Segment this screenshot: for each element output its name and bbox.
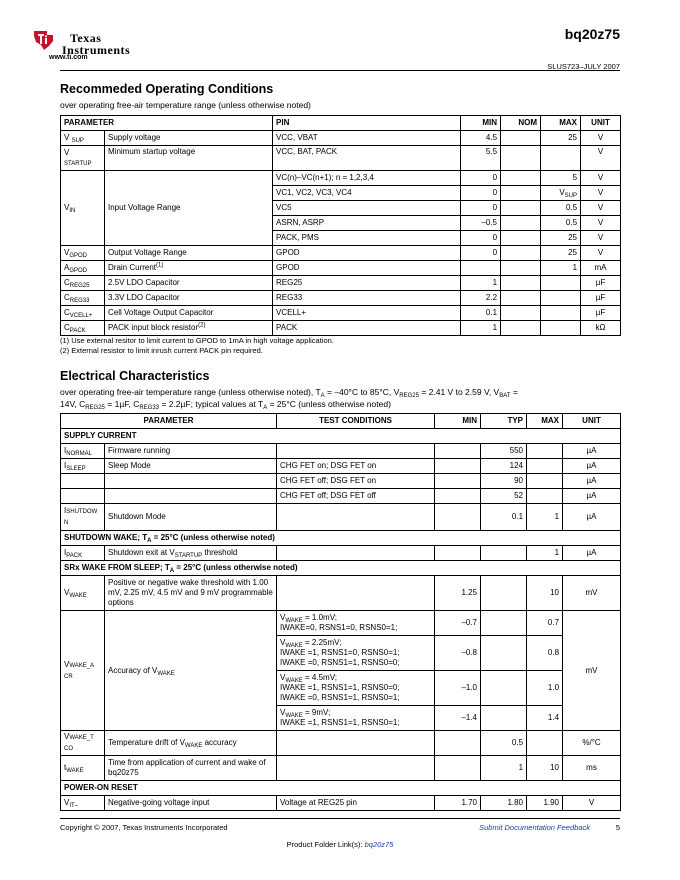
table-row [61, 756, 621, 781]
max: 25 [541, 246, 581, 261]
nom [501, 291, 541, 306]
unit: V [581, 171, 621, 186]
max: 0.8 [527, 636, 563, 671]
roc-col-pin: PIN [273, 116, 461, 131]
symbol: V $_{SUP}$ [61, 131, 105, 146]
min: 1 [461, 321, 501, 336]
roc-header-row [61, 116, 621, 131]
max: 0.7 [527, 611, 563, 636]
typ: 550 [481, 444, 527, 459]
min: 1.70 [435, 796, 481, 811]
pin: REG25 [273, 276, 461, 291]
max: 1 [541, 261, 581, 276]
pin: VCELL+ [273, 306, 461, 321]
table-row [61, 489, 621, 504]
max: 1.0 [527, 671, 563, 706]
section-supply-current: SUPPLY CURRENT [61, 429, 621, 444]
min: –0.7 [435, 611, 481, 636]
table-row [61, 306, 621, 321]
unit: µA [563, 459, 621, 474]
description: Shutdown Mode [105, 504, 277, 531]
description: Output Voltage Range [105, 246, 273, 261]
nom [501, 261, 541, 276]
symbol: $I_{SLEEP}$ [61, 459, 105, 474]
typ: 124 [481, 459, 527, 474]
min: 0 [461, 246, 501, 261]
unit: V [581, 186, 621, 201]
unit: V [563, 796, 621, 811]
unit: %/°C [563, 731, 621, 756]
symbol: $V_{IN}$ [61, 171, 105, 246]
table-row [61, 291, 621, 306]
unit: kΩ [581, 321, 621, 336]
max [541, 276, 581, 291]
description: Drain Current$^{(1)}$ [105, 261, 273, 276]
table-row [61, 276, 621, 291]
product-folder-label: Product Folder Link(s): [286, 840, 365, 849]
ec-table [60, 413, 621, 811]
ec-col-typ: TYP [481, 414, 527, 429]
symbol: $V_{WAKE}$ [61, 576, 105, 611]
pin: VC(n)–VC(n+1); n = 1,2,3,4 [273, 171, 461, 186]
symbol: VWAKE_T CO [61, 731, 105, 756]
condition: CHG FET on; DSG FET on [277, 459, 435, 474]
symbol: $V_{GPOD}$ [61, 246, 105, 261]
pin: REG33 [273, 291, 461, 306]
condition: Voltage at REG25 pin [277, 796, 435, 811]
max: $V_{SUP}$ [541, 186, 581, 201]
condition: $V_{WAKE} = 2.25mV$; IWAKE =1, RSNS1=0, RSNS0=1; IWAKE =0, RSNS1=1, RSNS0=0; [277, 636, 435, 671]
roc-col-min: MIN [461, 116, 501, 131]
min: –1.4 [435, 706, 481, 731]
description: Firmware running [105, 444, 277, 459]
table-row [61, 246, 621, 261]
max: 1 [527, 546, 563, 561]
symbol: ISHUTDOW N [61, 504, 105, 531]
description: 2.5V LDO Capacitor [105, 276, 273, 291]
table-row [61, 321, 621, 336]
pin: ASRN, ASRP [273, 216, 461, 231]
nom [501, 146, 541, 171]
section-row [61, 781, 621, 796]
typ: 0.1 [481, 504, 527, 531]
doc-reference: SLUS723–JULY 2007 [547, 62, 620, 71]
roc-subtitle: over operating free-air temperature range (unless otherwise noted) [60, 100, 311, 110]
condition: $V_{WAKE} = 1.0mV$; IWAKE=0, RSNS1=0, RSNS0=1; [277, 611, 435, 636]
roc-col-max: MAX [541, 116, 581, 131]
part-number: bq20z75 [564, 26, 620, 42]
max [541, 321, 581, 336]
table-row [61, 796, 621, 811]
description: Positive or negative wake threshold with 1.00 mV, 2.25 mV, 4.5 mV and 9 mV programmable options [105, 576, 277, 611]
ec-col-unit: UNIT [563, 414, 621, 429]
typ: 0.5 [481, 731, 527, 756]
condition: CHG FET off; DSG FET on [277, 474, 435, 489]
description: Shutdown exit at $V_{STARTUP}$ threshold [105, 546, 277, 561]
section-shutdown-wake: SHUTDOWN WAKE; $T_A = 25^\circ C$ (unless otherwise noted) [61, 531, 621, 546]
table-row [61, 731, 621, 756]
table-row [61, 146, 621, 171]
max: 10 [527, 756, 563, 781]
min: 2.2 [461, 291, 501, 306]
min: –1.0 [435, 671, 481, 706]
symbol: $C_{VCELL+}$ [61, 306, 105, 321]
roc-title: Recommeded Operating Conditions [60, 82, 274, 96]
section-row [61, 561, 621, 576]
description: Temperature drift of $V_{WAKE}$ accuracy [105, 731, 277, 756]
pin: PACK [273, 321, 461, 336]
symbol: $C_{REG33}$ [61, 291, 105, 306]
max [527, 444, 563, 459]
min [435, 444, 481, 459]
min: 0 [461, 231, 501, 246]
ec-col-conditions: TEST CONDITIONS [277, 414, 435, 429]
unit: µA [563, 444, 621, 459]
table-row [61, 611, 621, 636]
unit: µA [563, 474, 621, 489]
roc-footnotes [60, 336, 334, 356]
min: –0.8 [435, 636, 481, 671]
symbol: VWAKE_A CR [61, 611, 105, 731]
typ: 90 [481, 474, 527, 489]
feedback-link[interactable]: Submit Documentation Feedback [479, 823, 590, 832]
footer-divider [60, 818, 620, 819]
ec-title: Electrical Characteristics [60, 369, 210, 383]
condition: $V_{WAKE} = 9mV$; IWAKE =1, RSNS1=1, RSNS0=1; [277, 706, 435, 731]
min: 0 [461, 186, 501, 201]
table-row [61, 261, 621, 276]
table-row [61, 474, 621, 489]
ec-header-row [61, 414, 621, 429]
min: 5.5 [461, 146, 501, 171]
ec-col-min: MIN [435, 414, 481, 429]
unit: µA [563, 546, 621, 561]
copyright: Copyright © 2007, Texas Instruments Incorporated [60, 823, 228, 832]
section-row [61, 429, 621, 444]
roc-table [60, 115, 621, 336]
footnote-1: (1) Use external resitor to limit current to GPOD to 1mA in high voltage application. [60, 336, 334, 345]
roc-col-nom: NOM [501, 116, 541, 131]
unit: ms [563, 756, 621, 781]
logo-wordmark [62, 32, 130, 56]
description: PACK input block resistor$^{(2)}$ [105, 321, 273, 336]
pin: VC5 [273, 201, 461, 216]
table-row [61, 171, 621, 186]
max: 1.4 [527, 706, 563, 731]
symbol: $I_{NORMAL}$ [61, 444, 105, 459]
max [527, 459, 563, 474]
unit: µF [581, 276, 621, 291]
unit: µA [563, 504, 621, 531]
logo-line-1: Texas [70, 31, 102, 45]
symbol: $t_{WAKE}$ [61, 756, 105, 781]
typ: 1 [481, 756, 527, 781]
logo-url[interactable]: www.ti.com [49, 54, 88, 61]
footnote-ref[interactable]: (2) [198, 322, 206, 329]
pin: VCC, BAT, PACK [273, 146, 461, 171]
ti-logo [32, 28, 172, 68]
max: 25 [541, 131, 581, 146]
table-row [61, 444, 621, 459]
unit: µF [581, 291, 621, 306]
description: Minimum startup voltage [105, 146, 273, 171]
symbol: $C_{PACK}$ [61, 321, 105, 336]
nom [501, 306, 541, 321]
page-number: 5 [615, 823, 620, 832]
pin: PACK, PMS [273, 231, 461, 246]
unit: mA [581, 261, 621, 276]
table-row [61, 131, 621, 146]
max [541, 306, 581, 321]
section-power-on-reset: POWER-ON RESET [61, 781, 621, 796]
roc-col-unit: UNIT [581, 116, 621, 131]
typ: 1.80 [481, 796, 527, 811]
typ: 52 [481, 489, 527, 504]
min: 0 [461, 201, 501, 216]
description: Accuracy of $V_{WAKE}$ [105, 611, 277, 731]
max [541, 146, 581, 171]
pin: GPOD [273, 246, 461, 261]
description: Cell Voltage Output Capacitor [105, 306, 273, 321]
unit: V [581, 231, 621, 246]
min: 1.25 [435, 576, 481, 611]
table-row [61, 504, 621, 531]
product-folder [0, 840, 680, 849]
min: 1 [461, 276, 501, 291]
max: 0.5 [541, 216, 581, 231]
nom [501, 246, 541, 261]
roc-col-parameter: PARAMETER [61, 116, 273, 131]
symbol: $A_{GPOD}$ [61, 261, 105, 276]
unit: V [581, 246, 621, 261]
max [541, 291, 581, 306]
nom [501, 276, 541, 291]
symbol: $V_{IT-}$ [61, 796, 105, 811]
description: Supply voltage [105, 131, 273, 146]
description: 3.3V LDO Capacitor [105, 291, 273, 306]
ec-subtitle: over operating free-air temperature range (unless otherwise noted), $T_A = -40^\circ C$ to 85°C, $V_{REG25} = 2.41$ V to 2.59 V, $V_{BAT}$ = 14V, $C_{REG25} = 1\mu F$, $C_{REG33} = 2.2\mu F$; typical values at $T_A = 25^\circ C$ (unless otherwise noted) [60, 387, 518, 411]
symbol: $I_{PACK}$ [61, 546, 105, 561]
min [461, 261, 501, 276]
logo-line-2: Instruments [62, 43, 131, 57]
table-row [61, 576, 621, 611]
symbol: $C_{REG25}$ [61, 276, 105, 291]
footnote-ref[interactable]: (1) [156, 262, 164, 269]
nom [501, 131, 541, 146]
min [435, 504, 481, 531]
unit: mV [563, 611, 621, 731]
min: 4.5 [461, 131, 501, 146]
min: –0.5 [461, 216, 501, 231]
table-row [61, 546, 621, 561]
unit: V [581, 201, 621, 216]
unit: V [581, 216, 621, 231]
unit: µA [563, 489, 621, 504]
min: 0 [461, 171, 501, 186]
min [435, 459, 481, 474]
header-divider [60, 70, 620, 71]
condition [277, 444, 435, 459]
max: 1.90 [527, 796, 563, 811]
max: 1 [527, 504, 563, 531]
description: Negative-going voltage input [105, 796, 277, 811]
section-srx-wake: SRx WAKE FROM SLEEP; $T_A = 25^\circ C$ (unless otherwise noted) [61, 561, 621, 576]
nom [501, 321, 541, 336]
description: Time from application of current and wake of bq20z75 [105, 756, 277, 781]
ec-col-max: MAX [527, 414, 563, 429]
unit: V [581, 146, 621, 171]
condition: $V_{WAKE} = 4.5mV$; IWAKE =1, RSNS1=1, RSNS0=0; IWAKE =0, RSNS1=1, RSNS0=1; [277, 671, 435, 706]
unit: V [581, 131, 621, 146]
description: Sleep Mode [105, 459, 277, 474]
pin: VC1, VC2, VC3, VC4 [273, 186, 461, 201]
unit: mV [563, 576, 621, 611]
max: 0.5 [541, 201, 581, 216]
pin: VCC, VBAT [273, 131, 461, 146]
condition: CHG FET off; DSG FET off [277, 489, 435, 504]
pin: GPOD [273, 261, 461, 276]
min: 0.1 [461, 306, 501, 321]
max: 25 [541, 231, 581, 246]
section-row [61, 531, 621, 546]
footnote-2: (2) External resistor to limit inrush current PACK pin required. [60, 346, 263, 355]
symbol: V STARTUP [61, 146, 105, 171]
ti-logo-icon [32, 28, 56, 52]
product-folder-link[interactable]: bq20z75 [364, 840, 394, 849]
max: 10 [527, 576, 563, 611]
description: Input Voltage Range [105, 171, 273, 246]
unit: µF [581, 306, 621, 321]
max: 5 [541, 171, 581, 186]
ec-col-parameter: PARAMETER [61, 414, 277, 429]
table-row [61, 459, 621, 474]
